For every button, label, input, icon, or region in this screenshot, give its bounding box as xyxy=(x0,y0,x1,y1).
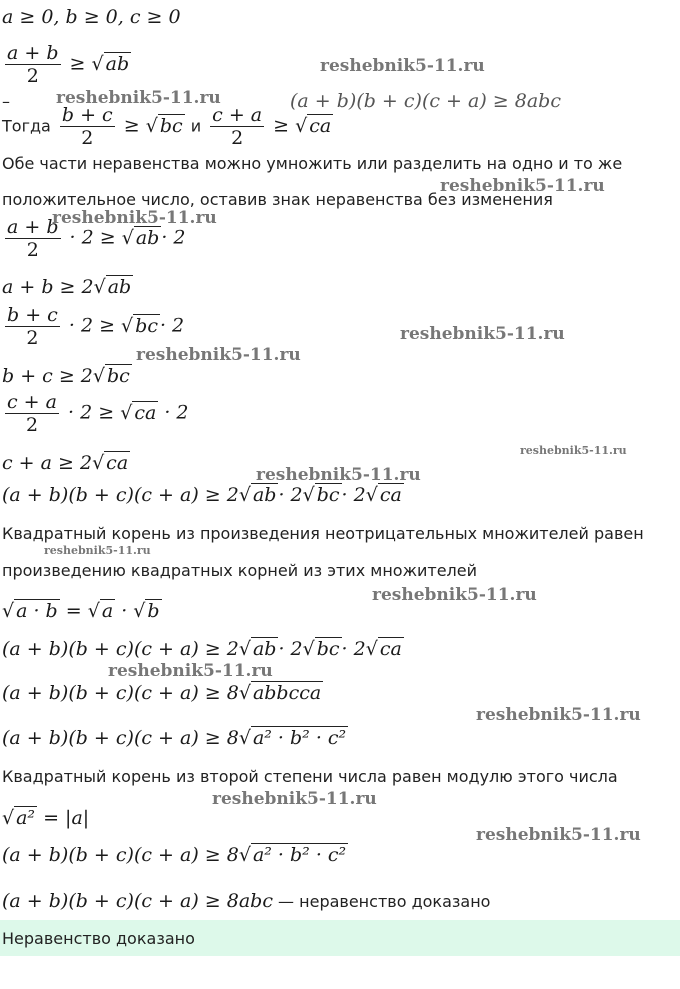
product-inequality-1: (a + b)(b + c)(c + a) ≥ 2√ ab · 2√ bc · 2√ ca xyxy=(2,484,402,506)
watermark: reshebnik5-11.ru xyxy=(44,544,151,557)
conclusion-banner xyxy=(0,920,680,956)
clipped-dash: – xyxy=(2,92,10,111)
watermark: reshebnik5-11.ru xyxy=(52,208,217,228)
result-ab: a + b ≥ 2√ ab xyxy=(2,276,132,298)
watermark: reshebnik5-11.ru xyxy=(476,825,641,845)
explanation-abs: Квадратный корень из второй степени числа равен модулю этого числа xyxy=(2,767,618,786)
product-inequality-5: (a + b)(b + c)(c + a) ≥ 8√ a² · b² · c² xyxy=(2,844,347,866)
watermark: reshebnik5-11.ru xyxy=(108,661,273,681)
result-ca: c + a ≥ 2√ ca xyxy=(2,452,129,474)
multiply-ab: $\frac{a + b}{2}$ · 2 ≥ √ ab · 2 xyxy=(7,216,186,261)
result-bc: b + c ≥ 2√ bc xyxy=(2,365,130,387)
watermark: reshebnik5-11.ru xyxy=(476,705,641,725)
condition-line: a ≥ 0, b ≥ 0, c ≥ 0 xyxy=(2,6,181,28)
am-gm-ab: $\frac{a + b}{2}$ ≥ √ ab xyxy=(7,42,130,87)
multiply-bc: $\frac{b + c}{2}$ · 2 ≥ √ bc · 2 xyxy=(7,304,185,349)
explanation-sqrt-2: произведению квадратных корней из этих множителей xyxy=(2,561,478,580)
explanation-multiply-1: Обе части неравенства можно умножить или разделить на одно и то же xyxy=(2,154,623,173)
watermark: reshebnik5-11.ru xyxy=(440,176,605,196)
conclusion-text: Неравенство доказано xyxy=(2,929,195,948)
watermark: reshebnik5-11.ru xyxy=(256,465,421,485)
clipped-line: (a + b)(b + c)(c + a) ≥ 8abc xyxy=(290,90,561,112)
explanation-sqrt-1: Квадратный корень из произведения неотрицательных множителей равен xyxy=(2,524,644,543)
multiply-ca: $\frac{c + a}{2}$ · 2 ≥ √ ca · 2 xyxy=(7,391,189,436)
explanation-multiply-2: положительное число, оставив знак неравенства без изменения xyxy=(2,190,553,209)
am-gm-bc-ca: Тогда $\frac{b + c}{2}$ ≥ √ bc и $\frac{c + a}{2}$ ≥ √ ca xyxy=(2,104,332,149)
watermark: reshebnik5-11.ru xyxy=(372,585,537,605)
product-inequality-2: (a + b)(b + c)(c + a) ≥ 2√ ab · 2√ bc · 2√ ca xyxy=(2,638,402,660)
watermark: reshebnik5-11.ru xyxy=(400,324,565,344)
watermark: reshebnik5-11.ru xyxy=(212,789,377,809)
watermark: reshebnik5-11.ru xyxy=(520,444,627,457)
abs-rule: √ a² = |a| xyxy=(2,807,90,829)
product-inequality-3: (a + b)(b + c)(c + a) ≥ 8√ abbcca xyxy=(2,682,322,704)
watermark: reshebnik5-11.ru xyxy=(136,345,301,365)
watermark: reshebnik5-11.ru xyxy=(320,56,485,76)
sqrt-product-rule: √ a · b = √ a · √ b xyxy=(2,600,160,622)
final-inequality: (a + b)(b + c)(c + a) ≥ 8abc — неравенство доказано xyxy=(2,890,491,912)
watermark: reshebnik5-11.ru xyxy=(56,88,221,108)
product-inequality-4: (a + b)(b + c)(c + a) ≥ 8√ a² · b² · c² xyxy=(2,727,347,749)
